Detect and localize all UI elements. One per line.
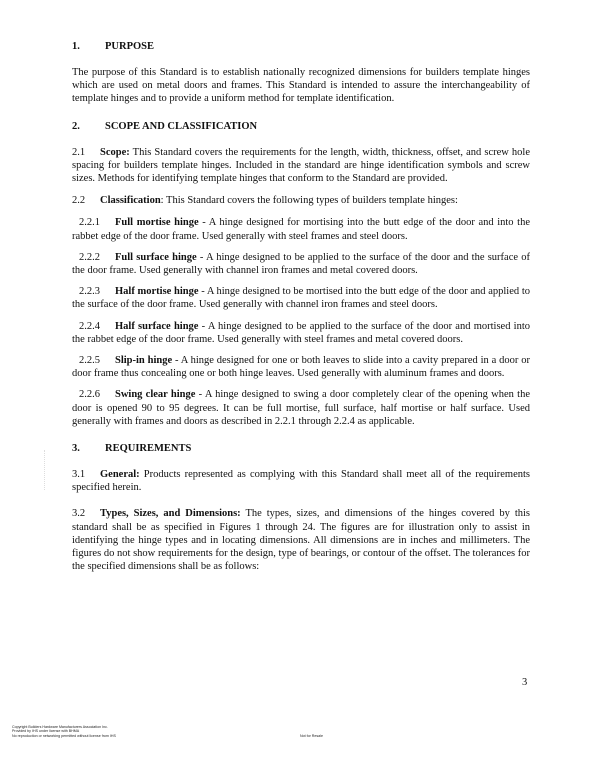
subsection-label: General: — [100, 469, 140, 481]
item-text: - A hinge designed to be mortised into the butt edge of the door and applied to the surface of the door frame. Used generally with channel iron frames and steel doors. — [72, 286, 530, 311]
item-number: 2.2.2 — [79, 251, 100, 263]
item-label: Half mortise hinge — [115, 286, 199, 298]
item-label: Full surface hinge — [115, 251, 197, 263]
item-text: - A hinge designed to be applied to the surface of the door and the surface of the door frame. Used generally with channel iron frames and metal covered doors. — [72, 251, 530, 277]
copyright-footer — [12, 725, 116, 738]
margin-mark — [44, 450, 49, 490]
hinge-type-item — [72, 388, 530, 428]
item-text: - A hinge designed for one or both leaves to slide into a cavity prepared in a door or door frame thus concealing one or both hinge leaves. Used generally with aluminum frames and doors. — [72, 355, 530, 380]
subsection-number: 2.2 — [72, 195, 86, 207]
subsection-text: This Standard covers the requirements for the length, width, thickness, offset, and screw hole spacing for builders template hinges. Included in the standard are hinge identification symbols and screw sizes. Methods for identifying template hinges that conform to the Standard are provided. — [72, 146, 531, 185]
resale-notice: Not for Resale — [300, 734, 323, 738]
item-number: 2.2.5 — [79, 355, 100, 367]
item-number: 2.2.1 — [79, 217, 100, 229]
subsection-text: Products represented as complying with this Standard shall meet all of the requirements specified herein. — [72, 469, 531, 494]
hinge-type-item — [72, 251, 530, 277]
item-number: 2.2.4 — [79, 320, 100, 332]
section-title: REQUIREMENTS — [105, 443, 192, 455]
hinge-type-item — [72, 320, 530, 346]
item-number: 2.2.6 — [79, 389, 100, 401]
subsection-label: Classification — [100, 195, 161, 207]
scope-paragraph — [72, 146, 530, 186]
subsection-label: Scope: — [100, 146, 130, 158]
subsection-text: The types, sizes, and dimensions of the hinges covered by this standard shall be as specified in Figures 1 through 24. The figures are for illustration only to assist in identifying the hinge types and in locating dimensions. All dimensions are in inches and millimeters. The figures do not show requirements for the design, type of bearings, or contour of the offset. The tolerances for the specified dimensions shall be as follows: — [72, 508, 531, 573]
footer-line: Copyright Builders Hardware Manufacturers Association Inc. — [12, 725, 108, 729]
item-label: Half surface hinge — [115, 320, 199, 332]
footer-line: No reproduction or networking permitted without license from IHS — [12, 733, 116, 738]
item-label: Full mortise hinge — [115, 217, 199, 229]
item-label: Slip-in hinge — [115, 355, 173, 367]
item-text: - A hinge designed to be applied to the surface of the door and mortised into the rabbet edge of the door frame. Used generally with steel frames and metal covered doors. — [72, 320, 530, 345]
hinge-type-item — [72, 216, 530, 242]
hinge-type-item — [72, 354, 530, 380]
section-heading-purpose — [72, 40, 530, 53]
section-title: PURPOSE — [105, 41, 155, 52]
purpose-paragraph: The purpose of this Standard is to establish nationally recognized dimensions for builders template hinges which are used on metal doors and frames. This Standard is intended to assure the interchangeability of template hinges and to provide a uniform method for template identification. — [72, 67, 530, 105]
general-paragraph — [72, 468, 530, 494]
section-number: 1. — [72, 41, 80, 52]
subsection-number: 3.1 — [72, 469, 86, 481]
section-number: 2. — [72, 120, 80, 132]
subsection-text: : This Standard covers the following types of builders template hinges: — [160, 195, 458, 207]
item-text: - A hinge designed for mortising into the butt edge of the door and into the rabbet edge of the door frame. Used generally with steel frames and steel doors. — [72, 217, 530, 242]
section-heading-scope — [72, 120, 530, 133]
item-number: 2.2.3 — [79, 286, 100, 298]
item-label: Swing clear hinge — [115, 389, 196, 401]
hinge-type-item — [72, 285, 530, 311]
section-number: 3. — [72, 443, 80, 455]
section-heading-requirements — [72, 442, 530, 455]
item-text: - A hinge designed to swing a door completely clear of the opening when the door is opened 90 to 95 degrees. It can be full mortise, full surface, half mortise or half surface. Used generally with frames and doors as described in 2.2.1 through 2.2.4 as applicable. — [72, 389, 530, 427]
subsection-number: 2.1 — [72, 146, 86, 158]
page-number: 3 — [522, 677, 528, 688]
section-title: SCOPE AND CLASSIFICATION — [105, 120, 258, 132]
subsection-label: Types, Sizes, and Dimensions: — [100, 508, 241, 520]
document-body — [72, 40, 530, 573]
classification-paragraph — [72, 194, 530, 207]
subsection-number: 3.2 — [72, 508, 86, 520]
types-sizes-paragraph — [72, 507, 530, 573]
footer-line: Provided by IHS under license with BHMA — [12, 729, 80, 734]
